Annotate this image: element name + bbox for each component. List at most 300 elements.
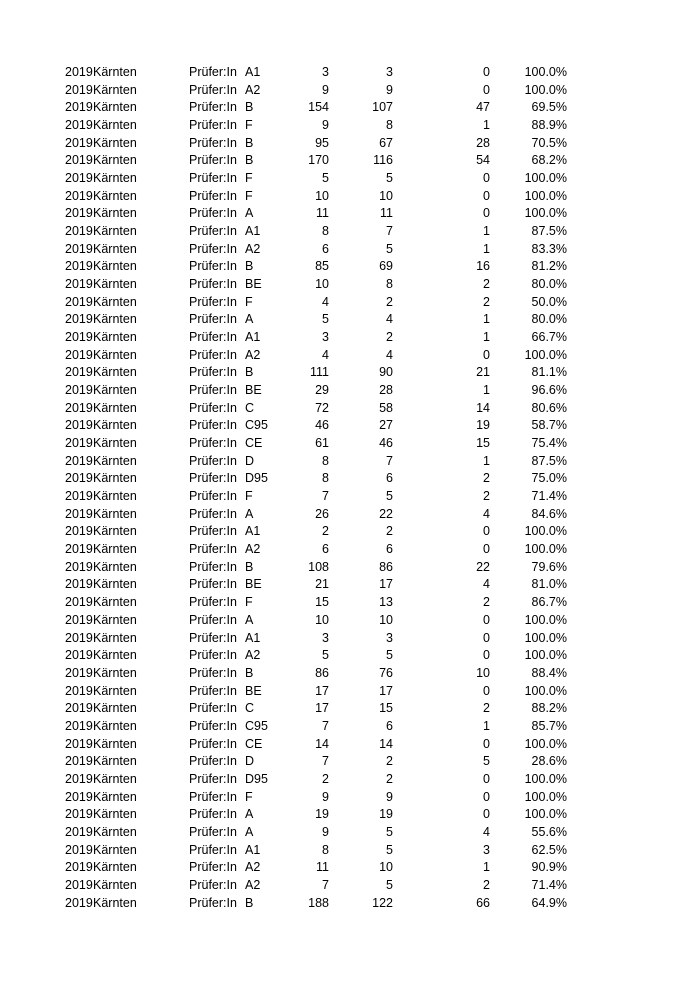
failed-count-cell: 0	[483, 171, 490, 186]
region-cell: Kärnten	[93, 524, 137, 539]
role-cell: Prüfer:In	[189, 400, 237, 415]
region-cell: Kärnten	[93, 771, 137, 786]
pass-rate-cell: 100.0%	[524, 612, 567, 627]
passed-count-cell: 107	[372, 100, 393, 115]
table-row	[0, 753, 700, 771]
pass-rate-cell: 86.7%	[531, 595, 567, 610]
pass-rate-cell: 64.9%	[531, 895, 567, 910]
total-count-cell: 6	[322, 542, 329, 557]
total-count-cell: 8	[322, 453, 329, 468]
license-class-cell: C95	[245, 718, 268, 733]
pass-rate-cell: 81.2%	[531, 259, 567, 274]
license-class-cell: B	[245, 153, 254, 168]
role-cell: Prüfer:In	[189, 595, 237, 610]
pass-rate-cell: 50.0%	[531, 294, 567, 309]
total-count-cell: 4	[322, 294, 329, 309]
table-row	[0, 700, 700, 718]
license-class-cell: A	[245, 312, 254, 327]
total-count-cell: 154	[308, 100, 329, 115]
license-class-cell: CE	[245, 436, 263, 451]
total-count-cell: 86	[315, 665, 329, 680]
failed-count-cell: 1	[483, 241, 490, 256]
region-cell: Kärnten	[93, 754, 137, 769]
passed-count-cell: 76	[379, 665, 393, 680]
table-row	[0, 170, 700, 188]
role-cell: Prüfer:In	[189, 153, 237, 168]
license-class-cell: A2	[245, 347, 261, 362]
failed-count-cell: 54	[476, 153, 490, 168]
license-class-cell: A	[245, 206, 254, 221]
region-cell: Kärnten	[93, 542, 137, 557]
region-cell: Kärnten	[93, 294, 137, 309]
failed-count-cell: 19	[476, 418, 490, 433]
pass-rate-cell: 100.0%	[524, 771, 567, 786]
total-count-cell: 3	[322, 65, 329, 79]
year-cell: 2019	[65, 206, 93, 221]
table-row	[0, 824, 700, 842]
pass-rate-cell: 75.4%	[531, 436, 567, 451]
total-count-cell: 10	[315, 188, 329, 203]
passed-count-cell: 14	[379, 736, 393, 751]
pass-rate-cell: 88.2%	[531, 701, 567, 716]
passed-count-cell: 90	[379, 365, 393, 380]
role-cell: Prüfer:In	[189, 312, 237, 327]
role-cell: Prüfer:In	[189, 789, 237, 804]
table-row	[0, 205, 700, 223]
year-cell: 2019	[65, 895, 93, 910]
year-cell: 2019	[65, 577, 93, 592]
year-cell: 2019	[65, 683, 93, 698]
role-cell: Prüfer:In	[189, 860, 237, 875]
pass-rate-cell: 28.6%	[531, 754, 567, 769]
passed-count-cell: 116	[373, 153, 393, 168]
license-class-cell: A1	[245, 630, 261, 645]
passed-count-cell: 11	[380, 206, 393, 221]
pass-rate-cell: 100.0%	[524, 542, 567, 557]
failed-count-cell: 0	[483, 542, 490, 557]
pass-rate-cell: 88.4%	[531, 665, 567, 680]
pass-rate-cell: 70.5%	[531, 135, 567, 150]
region-cell: Kärnten	[93, 206, 137, 221]
year-cell: 2019	[65, 418, 93, 433]
pass-rate-cell: 80.6%	[531, 400, 567, 415]
pass-rate-cell: 100.0%	[524, 82, 567, 97]
failed-count-cell: 10	[476, 665, 490, 680]
license-class-cell: B	[245, 135, 254, 150]
role-cell: Prüfer:In	[189, 65, 237, 79]
region-cell: Kärnten	[93, 471, 137, 486]
pass-rate-cell: 79.6%	[531, 559, 567, 574]
year-cell: 2019	[65, 188, 93, 203]
passed-count-cell: 5	[386, 241, 393, 256]
table-row	[0, 152, 700, 170]
total-count-cell: 2	[322, 771, 329, 786]
total-count-cell: 4	[322, 347, 329, 362]
region-cell: Kärnten	[93, 860, 137, 875]
role-cell: Prüfer:In	[189, 807, 237, 822]
license-class-cell: B	[245, 365, 254, 380]
passed-count-cell: 6	[386, 718, 393, 733]
failed-count-cell: 2	[483, 277, 490, 292]
failed-count-cell: 21	[476, 365, 490, 380]
table-row	[0, 895, 700, 913]
year-cell: 2019	[65, 789, 93, 804]
region-cell: Kärnten	[93, 877, 137, 892]
failed-count-cell: 0	[483, 807, 490, 822]
region-cell: Kärnten	[93, 241, 137, 256]
table-row	[0, 435, 700, 453]
passed-count-cell: 19	[379, 807, 393, 822]
year-cell: 2019	[65, 135, 93, 150]
pass-rate-cell: 58.7%	[531, 418, 567, 433]
license-class-cell: A2	[245, 542, 261, 557]
total-count-cell: 5	[322, 648, 329, 663]
passed-count-cell: 86	[379, 559, 393, 574]
role-cell: Prüfer:In	[189, 559, 237, 574]
region-cell: Kärnten	[93, 418, 137, 433]
passed-count-cell: 67	[379, 135, 393, 150]
total-count-cell: 8	[322, 471, 329, 486]
failed-count-cell: 1	[483, 224, 490, 239]
total-count-cell: 14	[315, 736, 329, 751]
table-row	[0, 594, 700, 612]
license-class-cell: D	[245, 453, 255, 468]
total-count-cell: 26	[315, 506, 329, 521]
failed-count-cell: 2	[483, 471, 490, 486]
table-row	[0, 382, 700, 400]
year-cell: 2019	[65, 489, 93, 504]
role-cell: Prüfer:In	[189, 277, 237, 292]
role-cell: Prüfer:In	[189, 577, 237, 592]
region-cell: Kärnten	[93, 842, 137, 857]
failed-count-cell: 1	[483, 718, 490, 733]
table-row	[0, 771, 700, 789]
role-cell: Prüfer:In	[189, 542, 237, 557]
table-row	[0, 647, 700, 665]
year-cell: 2019	[65, 771, 93, 786]
role-cell: Prüfer:In	[189, 100, 237, 115]
failed-count-cell: 4	[483, 824, 490, 839]
license-class-cell: A1	[245, 65, 261, 79]
total-count-cell: 7	[322, 754, 329, 769]
year-cell: 2019	[65, 542, 93, 557]
total-count-cell: 111	[309, 365, 329, 380]
role-cell: Prüfer:In	[189, 877, 237, 892]
year-cell: 2019	[65, 824, 93, 839]
region-cell: Kärnten	[93, 718, 137, 733]
region-cell: Kärnten	[93, 135, 137, 150]
role-cell: Prüfer:In	[189, 630, 237, 645]
year-cell: 2019	[65, 595, 93, 610]
total-count-cell: 170	[308, 153, 329, 168]
table-row	[0, 311, 700, 329]
total-count-cell: 188	[308, 895, 329, 910]
license-class-cell: A2	[245, 877, 261, 892]
passed-count-cell: 6	[386, 471, 393, 486]
region-cell: Kärnten	[93, 224, 137, 239]
failed-count-cell: 0	[483, 188, 490, 203]
role-cell: Prüfer:In	[189, 347, 237, 362]
license-class-cell: A2	[245, 241, 261, 256]
table-row	[0, 347, 700, 365]
role-cell: Prüfer:In	[189, 736, 237, 751]
passed-count-cell: 7	[386, 224, 393, 239]
total-count-cell: 29	[315, 383, 329, 398]
license-class-cell: F	[245, 118, 253, 133]
passed-count-cell: 7	[386, 453, 393, 468]
failed-count-cell: 0	[483, 771, 490, 786]
license-class-cell: F	[245, 595, 253, 610]
failed-count-cell: 0	[483, 736, 490, 751]
passed-count-cell: 69	[379, 259, 393, 274]
license-class-cell: A	[245, 612, 254, 627]
total-count-cell: 15	[315, 595, 329, 610]
failed-count-cell: 0	[483, 524, 490, 539]
passed-count-cell: 13	[379, 595, 393, 610]
license-class-cell: B	[245, 259, 254, 274]
passed-count-cell: 4	[386, 312, 393, 327]
year-cell: 2019	[65, 877, 93, 892]
table-row	[0, 877, 700, 895]
pass-rate-cell: 68.2%	[531, 153, 567, 168]
total-count-cell: 7	[322, 877, 329, 892]
role-cell: Prüfer:In	[189, 330, 237, 345]
region-cell: Kärnten	[93, 383, 137, 398]
region-cell: Kärnten	[93, 277, 137, 292]
role-cell: Prüfer:In	[189, 506, 237, 521]
pass-rate-cell: 84.6%	[531, 506, 567, 521]
failed-count-cell: 1	[483, 118, 490, 133]
passed-count-cell: 5	[386, 824, 393, 839]
failed-count-cell: 4	[483, 506, 490, 521]
total-count-cell: 3	[322, 330, 329, 345]
year-cell: 2019	[65, 312, 93, 327]
role-cell: Prüfer:In	[189, 489, 237, 504]
role-cell: Prüfer:In	[189, 418, 237, 433]
passed-count-cell: 2	[386, 771, 393, 786]
pass-rate-cell: 81.0%	[531, 577, 567, 592]
passed-count-cell: 5	[386, 877, 393, 892]
year-cell: 2019	[65, 524, 93, 539]
pass-rate-cell: 62.5%	[531, 842, 567, 857]
year-cell: 2019	[65, 383, 93, 398]
license-class-cell: BE	[245, 277, 262, 292]
failed-count-cell: 22	[476, 559, 490, 574]
table-row	[0, 683, 700, 701]
total-count-cell: 3	[322, 630, 329, 645]
table-row	[0, 223, 700, 241]
license-class-cell: A	[245, 506, 254, 521]
passed-count-cell: 5	[386, 842, 393, 857]
table-row	[0, 364, 700, 382]
region-cell: Kärnten	[93, 683, 137, 698]
total-count-cell: 85	[315, 259, 329, 274]
license-class-cell: A2	[245, 648, 261, 663]
failed-count-cell: 28	[476, 135, 490, 150]
total-count-cell: 10	[315, 277, 329, 292]
failed-count-cell: 0	[483, 82, 490, 97]
passed-count-cell: 9	[386, 789, 393, 804]
pass-rate-cell: 100.0%	[524, 65, 567, 79]
pass-rate-cell: 80.0%	[531, 312, 567, 327]
table-row	[0, 188, 700, 206]
role-cell: Prüfer:In	[189, 365, 237, 380]
year-cell: 2019	[65, 842, 93, 857]
role-cell: Prüfer:In	[189, 754, 237, 769]
role-cell: Prüfer:In	[189, 665, 237, 680]
year-cell: 2019	[65, 736, 93, 751]
pass-rate-cell: 100.0%	[524, 736, 567, 751]
role-cell: Prüfer:In	[189, 648, 237, 663]
role-cell: Prüfer:In	[189, 771, 237, 786]
table-row	[0, 99, 700, 117]
table-row	[0, 470, 700, 488]
license-class-cell: C95	[245, 418, 268, 433]
year-cell: 2019	[65, 471, 93, 486]
passed-count-cell: 3	[386, 630, 393, 645]
pass-rate-cell: 100.0%	[524, 188, 567, 203]
passed-count-cell: 5	[386, 171, 393, 186]
region-cell: Kärnten	[93, 824, 137, 839]
total-count-cell: 17	[315, 701, 329, 716]
total-count-cell: 95	[315, 135, 329, 150]
year-cell: 2019	[65, 436, 93, 451]
region-cell: Kärnten	[93, 506, 137, 521]
role-cell: Prüfer:In	[189, 383, 237, 398]
table-row	[0, 789, 700, 807]
pass-rate-cell: 55.6%	[531, 824, 567, 839]
role-cell: Prüfer:In	[189, 895, 237, 910]
failed-count-cell: 1	[483, 860, 490, 875]
table-row	[0, 276, 700, 294]
failed-count-cell: 0	[483, 206, 490, 221]
year-cell: 2019	[65, 277, 93, 292]
region-cell: Kärnten	[93, 312, 137, 327]
year-cell: 2019	[65, 807, 93, 822]
failed-count-cell: 66	[476, 895, 490, 910]
region-cell: Kärnten	[93, 577, 137, 592]
role-cell: Prüfer:In	[189, 171, 237, 186]
license-class-cell: F	[245, 188, 253, 203]
passed-count-cell: 122	[372, 895, 393, 910]
license-class-cell: A1	[245, 524, 261, 539]
table-row	[0, 859, 700, 877]
year-cell: 2019	[65, 701, 93, 716]
passed-count-cell: 6	[386, 542, 393, 557]
license-class-cell: B	[245, 665, 254, 680]
year-cell: 2019	[65, 860, 93, 875]
total-count-cell: 17	[315, 683, 329, 698]
failed-count-cell: 5	[483, 754, 490, 769]
pass-rate-cell: 71.4%	[531, 489, 567, 504]
region-cell: Kärnten	[93, 330, 137, 345]
failed-count-cell: 4	[483, 577, 490, 592]
license-class-cell: D95	[245, 771, 268, 786]
passed-count-cell: 2	[386, 330, 393, 345]
total-count-cell: 8	[322, 842, 329, 857]
region-cell: Kärnten	[93, 259, 137, 274]
role-cell: Prüfer:In	[189, 471, 237, 486]
total-count-cell: 6	[322, 241, 329, 256]
table-row	[0, 488, 700, 506]
total-count-cell: 7	[322, 718, 329, 733]
passed-count-cell: 5	[386, 648, 393, 663]
year-cell: 2019	[65, 100, 93, 115]
region-cell: Kärnten	[93, 365, 137, 380]
role-cell: Prüfer:In	[189, 294, 237, 309]
year-cell: 2019	[65, 630, 93, 645]
passed-count-cell: 17	[379, 683, 393, 698]
passed-count-cell: 46	[379, 436, 393, 451]
data-table	[0, 64, 700, 912]
table-row	[0, 559, 700, 577]
table-row	[0, 665, 700, 683]
failed-count-cell: 15	[476, 436, 490, 451]
license-class-cell: C	[245, 400, 255, 415]
passed-count-cell: 4	[386, 347, 393, 362]
passed-count-cell: 10	[379, 188, 393, 203]
region-cell: Kärnten	[93, 701, 137, 716]
year-cell: 2019	[65, 259, 93, 274]
failed-count-cell: 0	[483, 612, 490, 627]
license-class-cell: D95	[245, 471, 268, 486]
pass-rate-cell: 81.1%	[531, 365, 567, 380]
failed-count-cell: 2	[483, 294, 490, 309]
total-count-cell: 21	[315, 577, 329, 592]
role-cell: Prüfer:In	[189, 188, 237, 203]
role-cell: Prüfer:In	[189, 259, 237, 274]
passed-count-cell: 17	[379, 577, 393, 592]
passed-count-cell: 2	[386, 524, 393, 539]
total-count-cell: 5	[322, 171, 329, 186]
total-count-cell: 11	[316, 860, 329, 875]
year-cell: 2019	[65, 648, 93, 663]
passed-count-cell: 2	[386, 754, 393, 769]
region-cell: Kärnten	[93, 595, 137, 610]
failed-count-cell: 1	[483, 383, 490, 398]
region-cell: Kärnten	[93, 82, 137, 97]
table-row	[0, 258, 700, 276]
region-cell: Kärnten	[93, 436, 137, 451]
table-row	[0, 806, 700, 824]
table-row	[0, 135, 700, 153]
region-cell: Kärnten	[93, 665, 137, 680]
failed-count-cell: 2	[483, 701, 490, 716]
total-count-cell: 72	[315, 400, 329, 415]
table-row	[0, 117, 700, 135]
pass-rate-cell: 100.0%	[524, 807, 567, 822]
pass-rate-cell: 100.0%	[524, 789, 567, 804]
table-row	[0, 294, 700, 312]
role-cell: Prüfer:In	[189, 683, 237, 698]
table-row	[0, 612, 700, 630]
region-cell: Kärnten	[93, 171, 137, 186]
failed-count-cell: 1	[483, 312, 490, 327]
year-cell: 2019	[65, 65, 93, 79]
license-class-cell: A1	[245, 842, 261, 857]
year-cell: 2019	[65, 118, 93, 133]
license-class-cell: BE	[245, 383, 262, 398]
table-row	[0, 453, 700, 471]
total-count-cell: 46	[315, 418, 329, 433]
pass-rate-cell: 83.3%	[531, 241, 567, 256]
license-class-cell: A	[245, 824, 254, 839]
total-count-cell: 9	[322, 824, 329, 839]
failed-count-cell: 0	[483, 65, 490, 79]
license-class-cell: A1	[245, 224, 261, 239]
license-class-cell: F	[245, 489, 253, 504]
pass-rate-cell: 80.0%	[531, 277, 567, 292]
